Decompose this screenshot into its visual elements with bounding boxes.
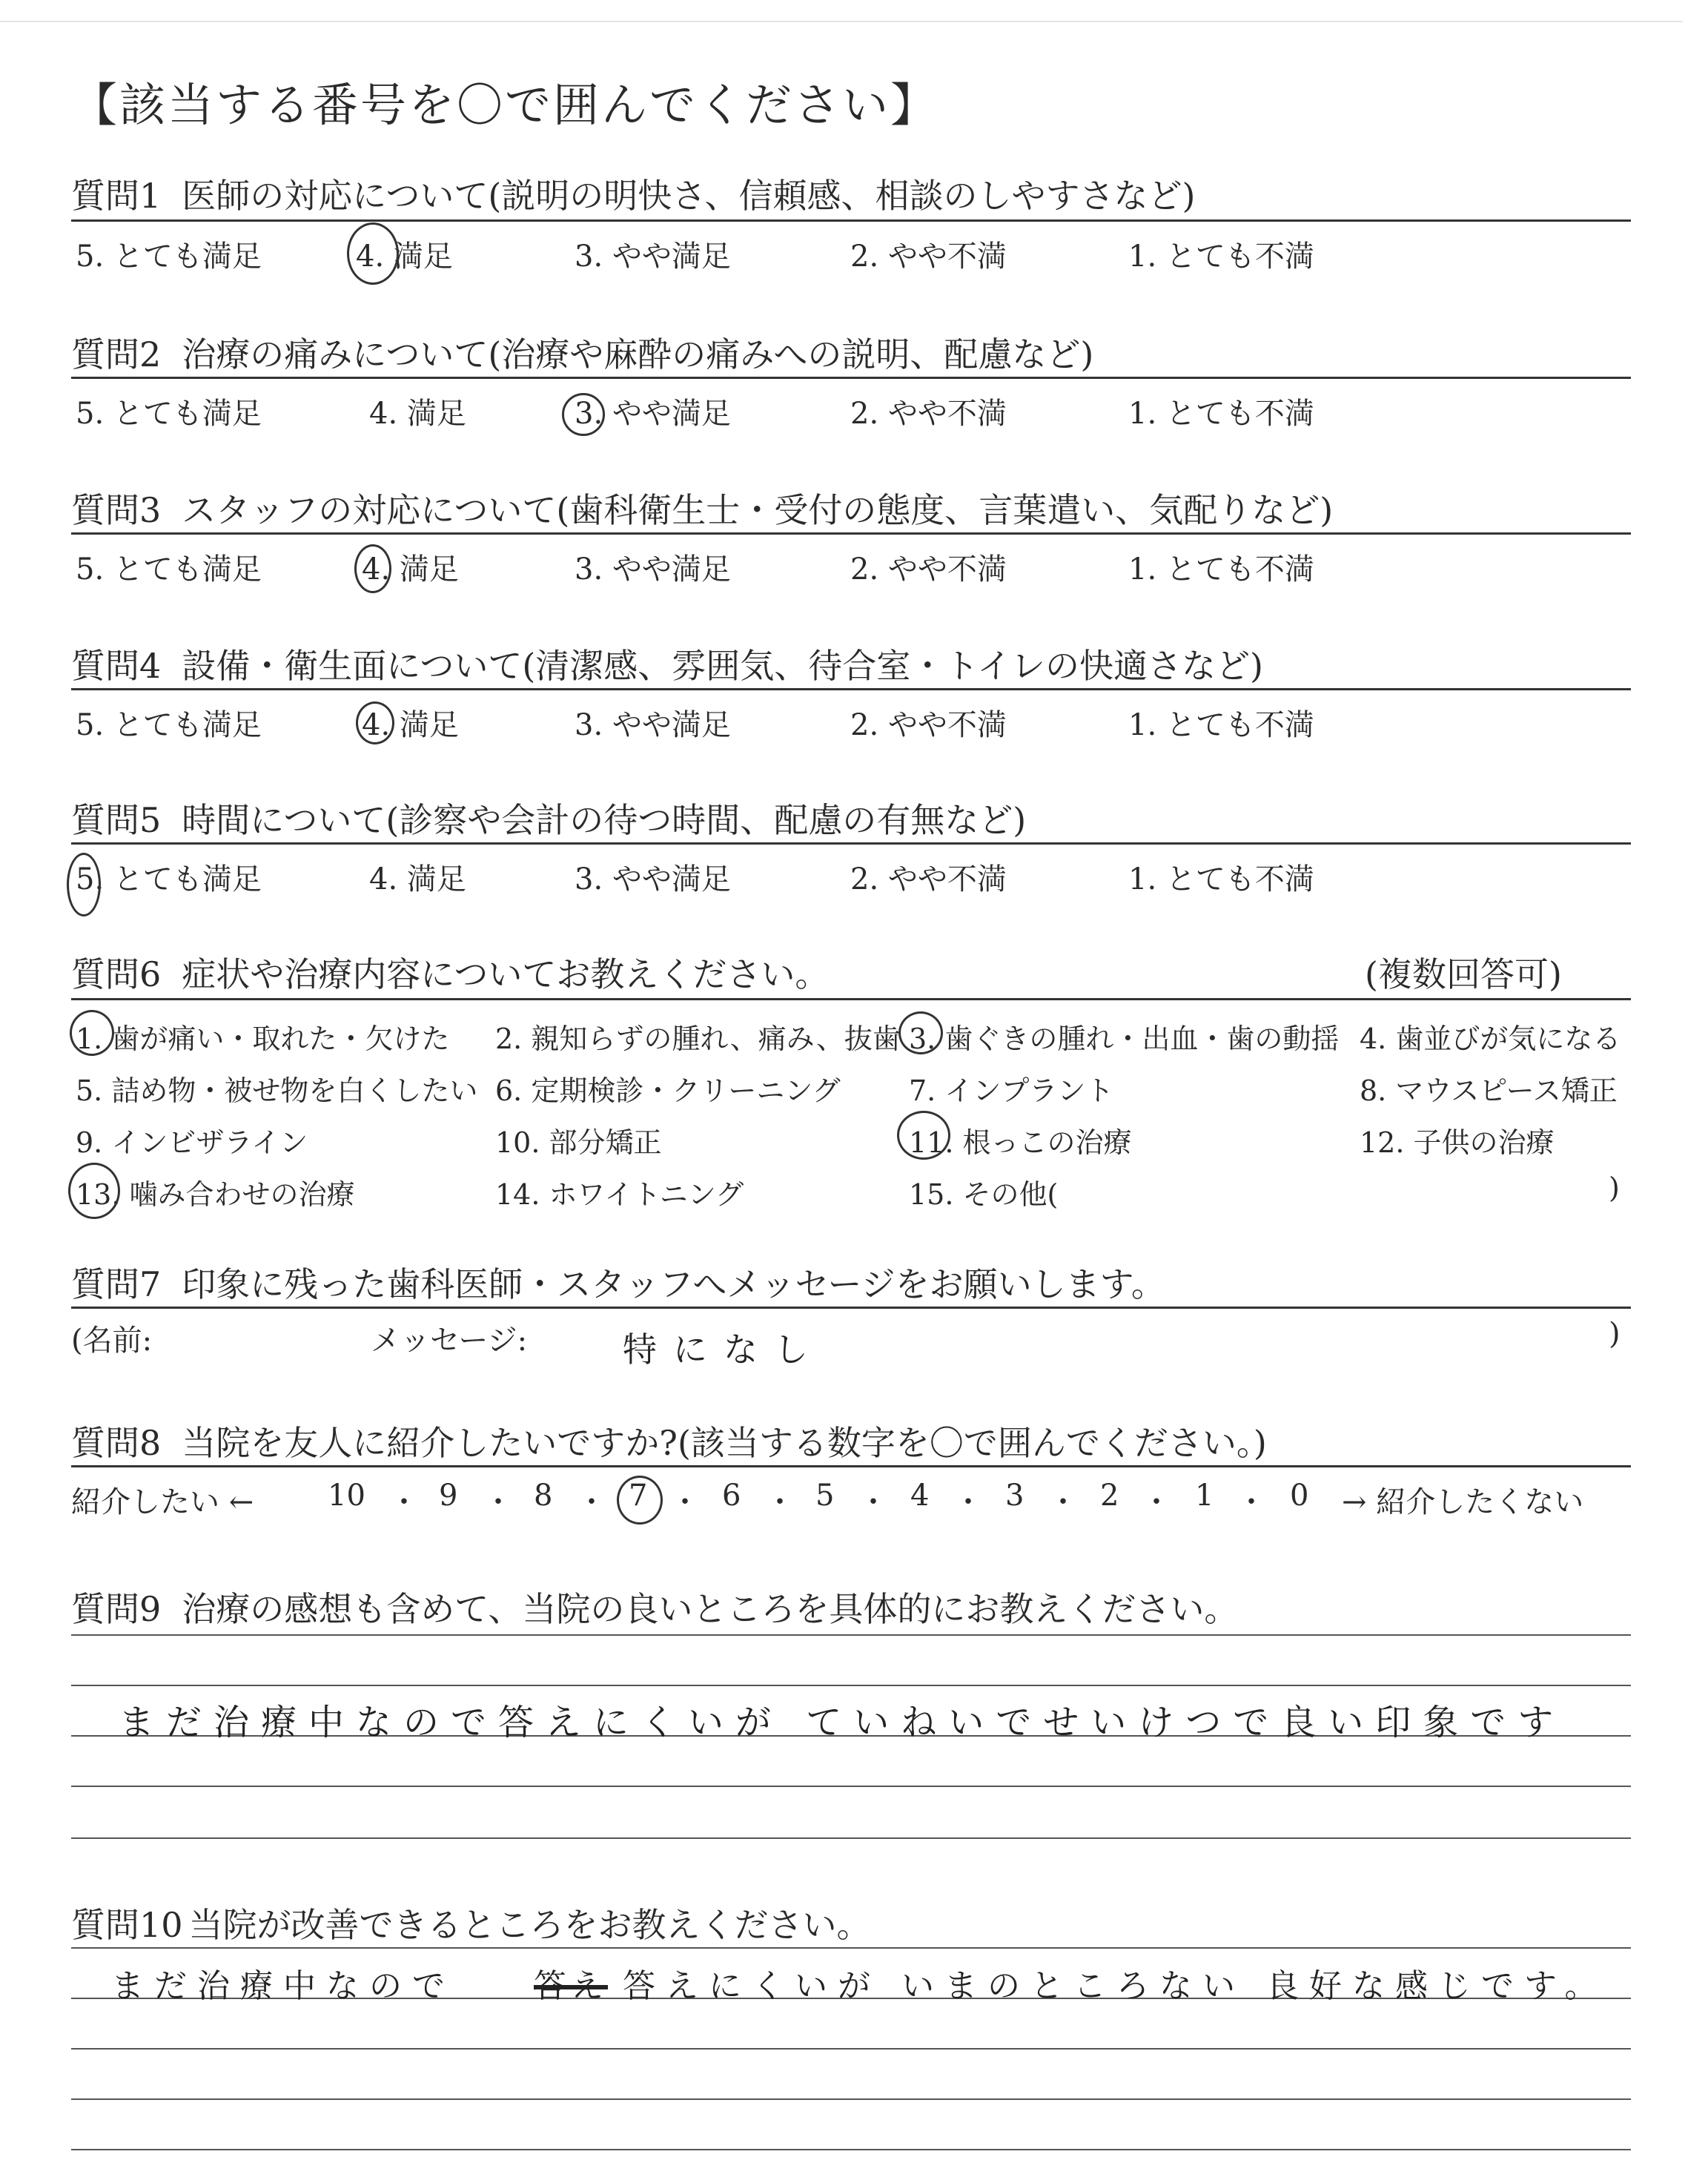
question-5-title [71,793,1026,842]
question-5-rule [71,842,1631,845]
q4-answer-circle [356,701,394,744]
q2-option-1[interactable]: 1. とても不満 [1128,397,1314,431]
q7-close-paren: ) [1609,1317,1621,1351]
q1-answer-circle [347,222,399,285]
q4-option-2[interactable]: 2. やや不満 [850,708,1007,742]
question-2-title [71,328,1093,377]
q8-dot-1: ・ [389,1485,419,1519]
question-3-rule [71,532,1631,535]
q1-option-3[interactable]: 3. やや満足 [575,240,731,274]
q10-handwritten-answer-part-1: まだ治療中なので [111,1967,455,2005]
question-10-text: 当院が改善できるところをお教えください。 [188,1905,871,1945]
q9-answer-line-1 [71,1634,1631,1636]
question-6-text: 症状や治療内容についてお教えください。 [182,954,830,994]
q6-option-8[interactable]: 8. マウスピース矯正 [1360,1074,1618,1107]
q8-dot-4: ・ [670,1485,700,1519]
q5-option-4[interactable]: 4. 満足 [369,862,466,896]
q10-struck-word: 答え [534,1967,608,2005]
q6-option-5[interactable]: 5. 詰め物・被せ物を白くしたい [76,1074,478,1107]
q6-option-14[interactable]: 14. ホワイトニング [495,1178,744,1211]
question-2-number: 質問2 [71,334,162,374]
q1-option-5[interactable]: 5. とても満足 [76,240,262,274]
question-9-title [71,1582,1238,1631]
q9-answer-line-5 [71,1837,1631,1839]
question-1-title [71,169,1195,218]
q2-option-4[interactable]: 4. 満足 [369,397,466,431]
q8-left-label: 紹介したい ← [71,1485,254,1519]
q8-scale-3[interactable]: 3 [1005,1479,1025,1513]
question-9-number: 質問9 [71,1589,162,1629]
q8-dot-8: ・ [1048,1485,1078,1519]
q1-option-2[interactable]: 2. やや不満 [850,240,1007,274]
q8-scale-7[interactable]: 7 [629,1479,648,1513]
q2-option-5[interactable]: 5. とても満足 [76,397,262,431]
question-8-text: 当院を友人に紹介したいですか?(該当する数字を〇で囲んでください。) [182,1423,1267,1463]
q8-scale-4[interactable]: 4 [910,1479,930,1513]
question-4-rule [71,688,1631,690]
question-10-title [71,1898,871,1947]
q6-option-15[interactable]: 15. その他( [909,1178,1059,1211]
q8-scale-5[interactable]: 5 [815,1479,835,1513]
q6-option-7[interactable]: 7. インプラント [909,1074,1114,1107]
q4-option-5[interactable]: 5. とても満足 [76,708,262,742]
q6-answer-circle-1 [70,1010,114,1056]
q5-option-3[interactable]: 3. やや満足 [575,862,731,896]
q8-dot-5: ・ [765,1485,795,1519]
q6-option-9[interactable]: 9. インビザライン [76,1126,308,1159]
question-7-number: 質問7 [71,1264,162,1304]
q6-option-11[interactable]: 11. 根っこの治療 [909,1126,1132,1159]
q8-scale-0[interactable]: 0 [1290,1479,1309,1513]
q5-option-2[interactable]: 2. やや不満 [850,862,1007,896]
q3-option-4[interactable]: 4. 満足 [362,552,459,587]
question-6-rule [71,998,1631,1000]
question-4-text: 設備・衛生面について(清潔感、雰囲気、待合室・トイレの快適さなど) [182,646,1263,686]
question-3-number: 質問3 [71,490,162,530]
q8-scale-2[interactable]: 2 [1100,1479,1119,1513]
q3-answer-circle [354,544,391,593]
question-3-title [71,483,1333,532]
q8-scale-1[interactable]: 1 [1195,1479,1214,1513]
question-7-rule [71,1307,1631,1309]
q7-message-label: メッセージ: [371,1324,528,1358]
q10-answer-line-5 [71,2149,1631,2150]
q9-answer-line-2 [71,1685,1631,1686]
q6-option-12[interactable]: 12. 子供の治療 [1360,1126,1555,1159]
question-10-number: 質問10 [71,1905,183,1945]
q6-option-10[interactable]: 10. 部分矯正 [495,1126,662,1159]
question-4-title [71,639,1263,688]
q7-handwritten-message: 特になし [623,1330,824,1370]
q2-option-2[interactable]: 2. やや不満 [850,397,1007,431]
question-6-title [71,948,1631,997]
q8-dot-10: ・ [1237,1485,1266,1519]
top-divider [0,21,1683,22]
q3-option-5[interactable]: 5. とても満足 [76,552,262,587]
q1-option-4[interactable]: 4. 満足 [356,240,453,274]
question-9-text: 治療の感想も含めて、当院の良いところを具体的にお教えください。 [182,1589,1239,1629]
q8-answer-circle [617,1476,663,1525]
q9-handwritten-answer: まだ治療中なので答えにくいが ていねいでせいけつで良い印象です [119,1702,1566,1743]
q3-option-1[interactable]: 1. とても不満 [1128,552,1314,587]
question-1-number: 質問1 [71,176,162,216]
q6-answer-circle-11 [897,1111,950,1160]
q8-scale-8[interactable]: 8 [534,1479,553,1513]
q6-option-13[interactable]: 13. 噛み合わせの治療 [76,1178,355,1211]
q6-option-4[interactable]: 4. 歯並びが気になる [1360,1023,1621,1055]
q10-handwritten-answer-part-2: 答えにくいが いまのところない 良好な感じです。 [623,1967,1608,2005]
q8-scale-10[interactable]: 10 [328,1479,365,1513]
q9-answer-line-4 [71,1786,1631,1787]
question-7-text: 印象に残った歯科医師・スタッフへメッセージをお願いします。 [182,1264,1165,1304]
question-8-title [71,1416,1267,1465]
q6-other-close-paren: ) [1609,1172,1620,1204]
page-heading: 【該当する番号を〇で囲んでください】 [71,78,939,132]
question-8-number: 質問8 [71,1423,162,1463]
q8-dot-6: ・ [858,1485,888,1519]
q6-option-3[interactable]: 3. 歯ぐきの腫れ・出血・歯の動揺 [909,1023,1340,1055]
q5-answer-circle [67,853,101,916]
q10-answer-line-3 [71,2048,1631,2050]
q2-option-3[interactable]: 3. やや満足 [575,397,731,431]
q1-option-1[interactable]: 1. とても不満 [1128,240,1314,274]
q5-option-1[interactable]: 1. とても不満 [1128,862,1314,896]
q6-option-6[interactable]: 6. 定期検診・クリーニング [495,1074,841,1107]
question-1-rule [71,219,1631,222]
question-2-text: 治療の痛みについて(治療や麻酔の痛みへの説明、配慮など) [182,334,1094,374]
q8-dot-3: ・ [577,1485,606,1519]
q10-answer-line-1 [71,1947,1631,1949]
question-6-number: 質問6 [71,954,162,994]
q2-answer-circle [562,393,605,436]
q8-dot-9: ・ [1142,1485,1171,1519]
question-5-number: 質問5 [71,800,162,840]
q5-option-5[interactable]: 5. とても満足 [76,862,262,896]
q4-option-1[interactable]: 1. とても不満 [1128,708,1314,742]
question-2-rule [71,377,1631,379]
q4-option-3[interactable]: 3. やや満足 [575,708,731,742]
q8-scale-9[interactable]: 9 [439,1479,458,1513]
question-8-rule [71,1465,1631,1467]
q6-option-2[interactable]: 2. 親知らずの腫れ、痛み、抜歯 [495,1023,901,1055]
q7-name-label: (名前: [71,1324,153,1358]
q3-option-2[interactable]: 2. やや不満 [850,552,1007,587]
q8-dot-7: ・ [953,1485,983,1519]
q6-option-1[interactable]: 1. 歯が痛い・取れた・欠けた [76,1023,450,1055]
q8-right-label: → 紹介したくない [1342,1485,1584,1519]
q6-answer-circle-3 [898,1011,943,1054]
q4-option-4[interactable]: 4. 満足 [362,708,459,742]
question-6-note: (複数回答可) [1365,954,1562,994]
question-4-number: 質問4 [71,646,162,686]
q10-answer-line-4 [71,2098,1631,2100]
q6-answer-circle-13 [68,1163,120,1219]
q8-dot-2: ・ [483,1485,513,1519]
question-1-text: 医師の対応について(説明の明快さ、信頼感、相談のしやすさなど) [182,176,1196,216]
question-7-title [71,1258,1165,1307]
question-5-text: 時間について(診察や会計の待つ時間、配慮の有無など) [182,800,1027,840]
q8-scale-6[interactable]: 6 [722,1479,741,1513]
q3-option-3[interactable]: 3. やや満足 [575,552,731,587]
question-3-text: スタッフの対応について(歯科衛生士・受付の態度、言葉遣い、気配りなど) [182,490,1334,530]
